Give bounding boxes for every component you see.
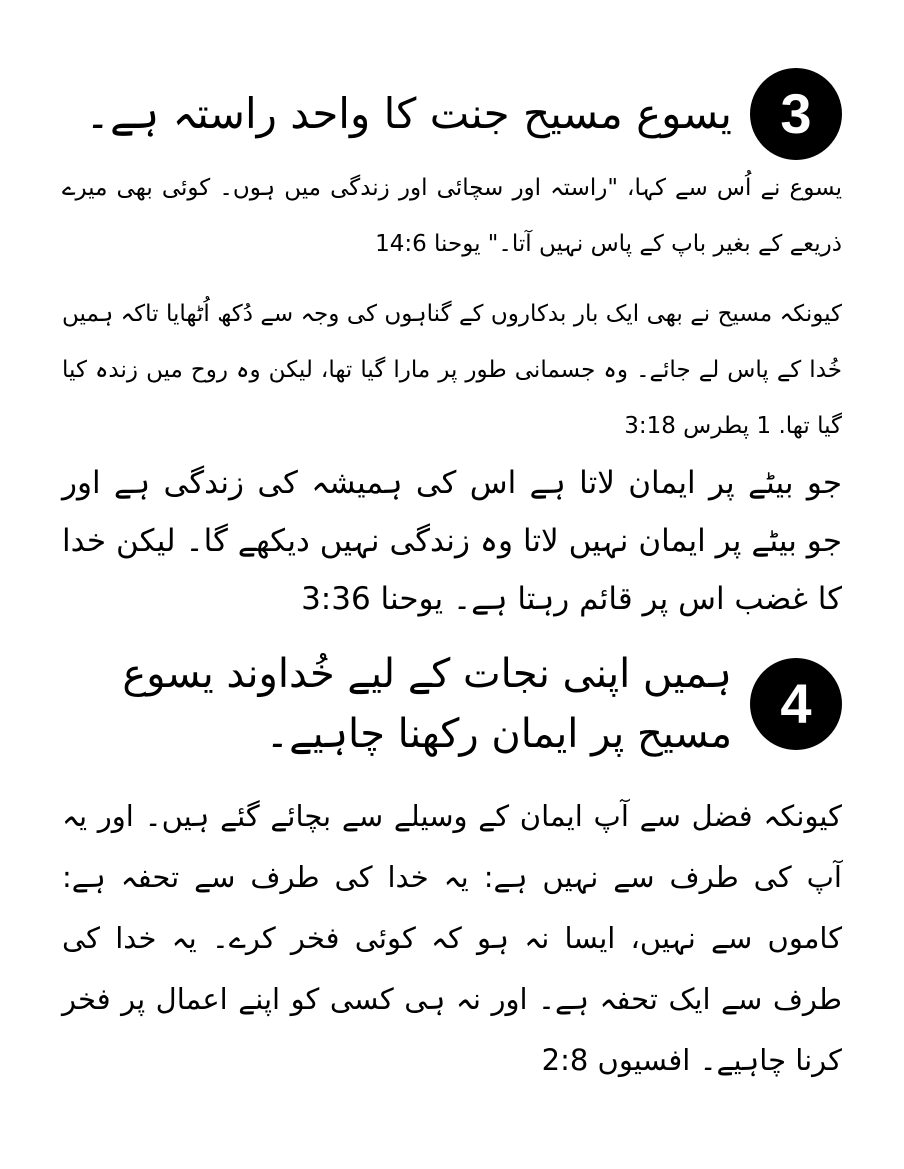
section-3-number-badge: 3: [750, 68, 842, 160]
section-3-title: یسوع مسیح جنت کا واحد راستہ ہے۔: [85, 89, 732, 138]
paragraph-john-3-36: جو بیٹے پر ایمان لاتا ہے اس کی ہمیشہ کی زندگی ہے اور جو بیٹے پر ایمان نہیں لاتا وہ زندگی نہیں دیکھے گا۔ لیکن خدا کا غضب اس پر قائم رہتا ہے۔ یوحنا 3:36: [62, 465, 842, 617]
paragraph-ephesians-2-8: کیونکہ فضل سے آپ ایمان کے وسیلے سے بچائے گئے ہیں۔ اور یہ آپ کی طرف سے نہیں ہے: یہ خدا کی طرف سے تحفہ ہے: کاموں سے نہیں، ایسا نہ ہو کہ کوئی فخر کرے۔ یہ خدا کی طرف سے ایک تحفہ ہے۔ اور نہ ہی کسی کو اپنے اعمال پر فخر کرنا چاہیے۔ افسیوں 2:8: [62, 799, 842, 1077]
section-4-heading: [52, 640, 842, 768]
section-4-title: ہمیں اپنی نجات کے لیے خُداوند یسوع مسیح پر ایمان رکھنا چاہیے۔: [122, 651, 732, 757]
paragraph-john-14-6: یسوع نے اُس سے کہا، "راستہ اور سچائی اور زندگی میں ہوں۔ کوئی بھی میرے ذریعے کے بغیر باپ کے پاس نہیں آتا۔" یوحنا 14:6: [62, 175, 842, 257]
paragraph-1-peter-3-18: کیونکہ مسیح نے بھی ایک بار بدکاروں کے گناہوں کی وجہ سے دُکھ اُٹھایا تاکہ ہمیں خُدا کے پاس لے جائے۔ وہ جسمانی طور پر مارا گیا تھا، لیکن وہ روح میں زندہ کیا گیا تھا. 1 پطرس 3:18: [62, 301, 842, 439]
section-3-heading: [52, 66, 842, 162]
section-4-number-badge: 4: [750, 658, 842, 750]
